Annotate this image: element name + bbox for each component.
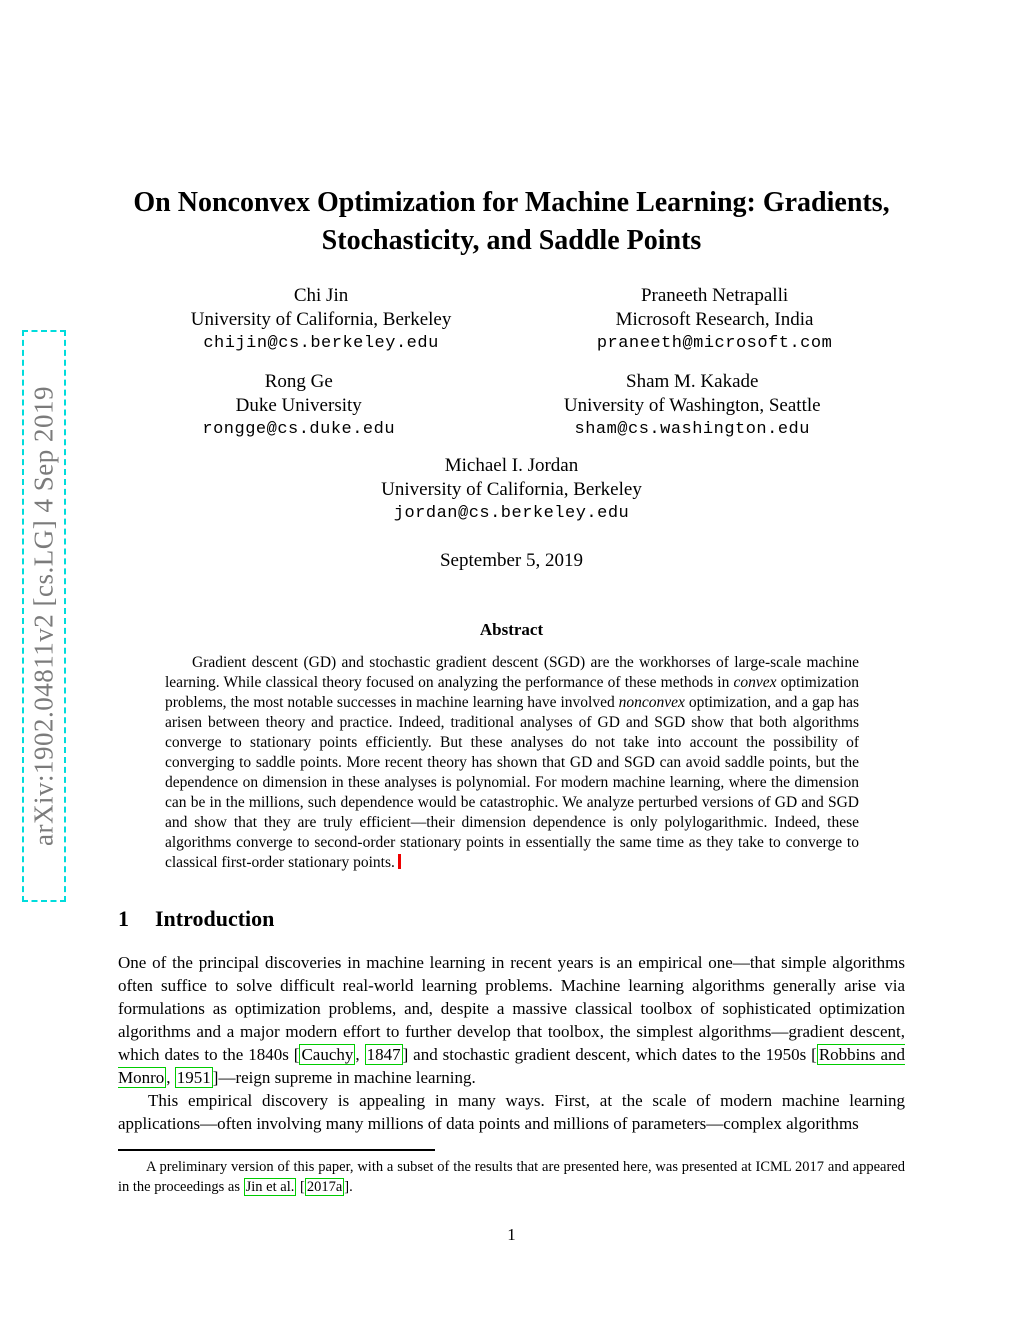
author-rong-ge — [202, 370, 395, 442]
author-email: rongge@cs.duke.edu — [202, 420, 396, 439]
author-praneeth-netrapalli — [597, 284, 832, 356]
abstract-italic-convex: convex — [733, 674, 777, 691]
paragraph-text: , — [166, 1068, 175, 1087]
abstract-body — [165, 653, 859, 873]
author-name: Praneeth Netrapalli — [640, 285, 789, 306]
paragraph-text: One of the principal discoveries in machine learning in recent years is an empirical one—that simple algorithms often suffice to solve difficult real-world learning problems. Machine learning algorithms generally arise via formulations as optimization problems, and, despite a massive classical toolbox of sophisticated optimization algorithms and a major modern effort to further develop that toolbox, the simplest algorithms—gradient descent, which dates to the 1840s [ — [118, 953, 905, 1064]
paragraph-text: , — [355, 1045, 365, 1064]
intro-paragraph-1 — [118, 951, 905, 1089]
authors-row-2 — [118, 370, 905, 442]
footnote-divider — [118, 1149, 435, 1151]
author-name: Rong Ge — [264, 371, 333, 392]
abstract-text: Gradient descent (GD) and stochastic gradient descent (SGD) are the workhorses of large-scale machine learning. While classical theory focused on analyzing the performance of these methods in — [165, 654, 859, 691]
paper-date: September 5, 2019 — [439, 550, 583, 571]
author-michael-jordan — [381, 454, 642, 526]
arxiv-identifier-banner[interactable] — [22, 330, 66, 902]
citation-link-robbins-monro[interactable]: Robbins and Monro — [118, 1045, 906, 1087]
intro-paragraph-2: This empirical discovery is appealing in many ways. First, at the scale of modern machine learning applications—often involving many millions of data points and millions of parameters—complex algorithms — [118, 1091, 905, 1133]
author-affiliation: University of California, Berkeley — [381, 479, 642, 500]
author-name: Chi Jin — [293, 285, 349, 306]
author-email: praneeth@microsoft.com — [596, 334, 833, 353]
paper-title — [118, 184, 905, 260]
footnote — [118, 1157, 905, 1197]
author-affiliation: Microsoft Research, India — [615, 309, 814, 330]
page-number: 1 — [507, 1225, 516, 1244]
author-email: sham@cs.washington.edu — [574, 420, 810, 439]
footnote-text: [ — [296, 1179, 305, 1195]
paper-title-line1: On Nonconvex Optimization for Machine Learning: Gradients, — [133, 187, 890, 218]
paragraph-text: ] and stochastic gradient descent, which dates to the 1950s [ — [402, 1045, 817, 1064]
abstract-heading: Abstract — [479, 620, 544, 639]
author-sham-kakade — [564, 370, 821, 442]
author-affiliation: Duke University — [235, 395, 362, 416]
red-edit-mark-icon — [398, 854, 401, 869]
author-affiliation: University of California, Berkeley — [190, 309, 452, 330]
author-chi-jin — [191, 284, 452, 356]
abstract-text: optimization, and a gap has arisen between theory and practice. Indeed, traditional analyses of GD and SGD show that both algorithms converge to stationary points efficiently. But these analyses do not take into account the possibility of converging to saddle points. More recent theory has shown that GD and SGD can avoid saddle points, but the dependence on dimension in these analyses is polynomial. For modern machine learning, where the dimension can be in the millions, such dependence would be catastrophic. We analyze perturbed versions of GD and SGD and show that they are truly efficient—their dimension dependence is only polylogarithmic. Indeed, these algorithms converge to second-order stationary points in essentially the same time as they take to converge to classical first-order stationary points. — [165, 694, 859, 871]
citation-link-1847[interactable]: 1847 — [366, 1045, 401, 1064]
footnote-text: ]. — [344, 1179, 353, 1195]
authors-row-1 — [118, 284, 905, 356]
authors-row-3 — [118, 454, 905, 526]
author-affiliation: University of Washington, Seattle — [563, 395, 821, 416]
footnote-text: A preliminary version of this paper, with a subset of the results that are presented here, was presented at ICML 2017 and appeared in the proceedings as — [118, 1159, 905, 1195]
citation-link-jin-et-al[interactable]: Jin et al. — [245, 1179, 295, 1195]
paper-content — [118, 0, 905, 1245]
citation-link-cauchy[interactable]: Cauchy — [301, 1045, 354, 1064]
section-heading-introduction — [118, 906, 905, 932]
citation-link-1951[interactable]: 1951 — [176, 1068, 211, 1087]
section-title: Introduction — [155, 906, 275, 931]
section-number: 1 — [118, 906, 129, 931]
arxiv-identifier-text: arXiv:1902.04811v2 [cs.LG] 4 Sep 2019 — [28, 386, 59, 846]
author-email: jordan@cs.berkeley.edu — [393, 504, 630, 523]
author-name: Sham M. Kakade — [626, 371, 759, 392]
abstract-text: optimization problems, the most notable successes in machine learning have involved — [165, 674, 860, 711]
author-email: chijin@cs.berkeley.edu — [203, 334, 439, 353]
abstract-italic-nonconvex: nonconvex — [618, 694, 685, 711]
paper-title-line2: Stochasticity, and Saddle Points — [321, 225, 702, 256]
author-name: Michael I. Jordan — [444, 455, 579, 476]
paragraph-text: ]—reign supreme in machine learning. — [212, 1068, 476, 1087]
citation-link-2017a[interactable]: 2017a — [306, 1179, 343, 1195]
